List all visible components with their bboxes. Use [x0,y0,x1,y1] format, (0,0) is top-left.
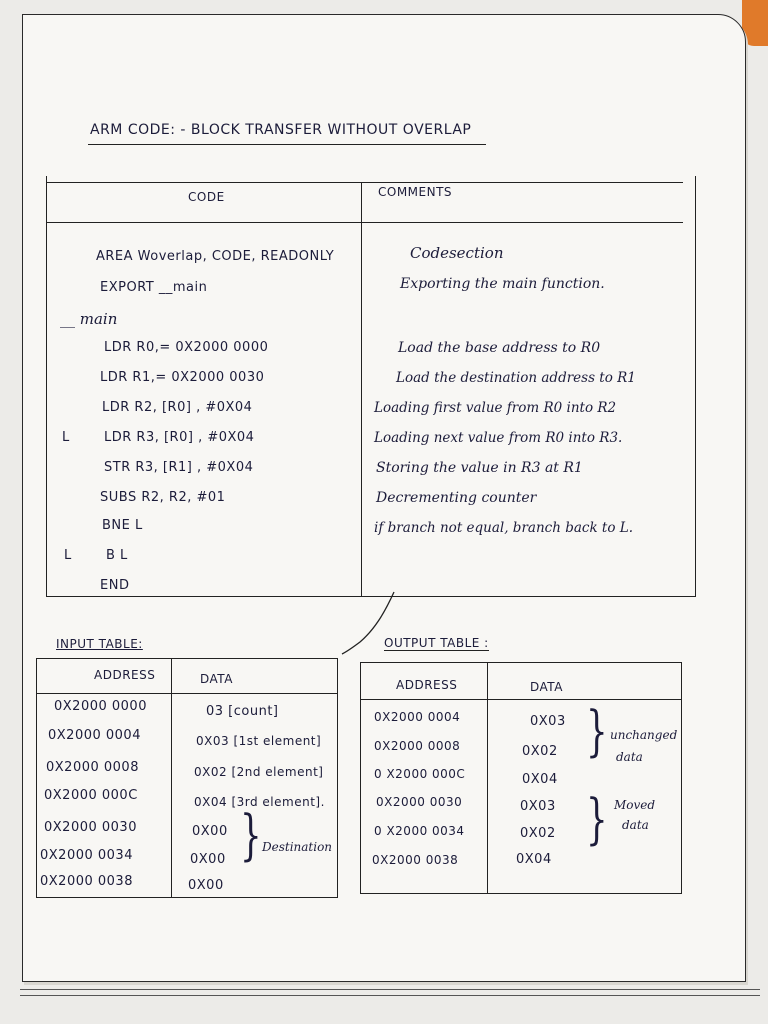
output-data-cell: 0X04 [522,772,558,787]
comment-line: Load the destination address to R1 [396,370,636,386]
code-label: L [64,548,72,563]
table-column-divider [361,182,362,596]
input-address-header: ADDRESS [94,668,156,682]
input-address-cell: 0X2000 0000 [54,699,147,714]
code-line: STR R3, [R1] , #0X04 [104,460,254,475]
code-label: __ main [60,310,118,328]
comment-line: Load the base address to R0 [398,340,601,356]
output-table-title: OUTPUT TABLE : [384,636,489,650]
code-line: EXPORT __main [100,280,208,295]
comment-line: Loading first value from R0 into R2 [374,400,617,416]
unchanged-brace: } [586,700,608,764]
moved-brace: } [586,788,608,852]
moved-note-2: data [622,818,649,832]
code-column-header: CODE [188,190,225,204]
code-line: LDR R3, [R0] , #0X04 [104,430,255,445]
output-address-cell: 0X2000 0008 [374,739,461,753]
table-header-border [47,222,683,223]
code-line: BNE L [102,518,143,533]
unchanged-note-2: data [616,750,643,764]
comments-column-header: COMMENTS [378,185,453,199]
input-column-divider [171,659,172,897]
output-header-border [361,699,681,700]
code-line: LDR R1,= 0X2000 0030 [100,370,265,385]
input-address-cell: 0X2000 000C [44,788,138,803]
destination-note: Destination [262,840,333,854]
input-data-cell: 03 [count] [206,704,279,719]
output-address-header: ADDRESS [396,678,458,692]
output-address-cell: 0X2000 0004 [374,710,461,724]
title-underline [88,144,486,145]
input-address-cell: 0X2000 0004 [48,728,141,743]
page-bottom-edge [20,984,760,1004]
input-address-cell: 0X2000 0038 [40,874,133,889]
input-data-cell: 0X04 [3rd element]. [194,795,325,809]
input-data-cell: 0X00 [188,878,224,893]
code-line: SUBS R2, R2, #01 [100,490,226,505]
table-top-border [47,182,683,183]
page-edge [747,80,758,980]
comment-line: Decrementing counter [376,490,537,506]
output-data-cell: 0X03 [520,799,556,814]
code-label: L [62,430,70,445]
input-data-cell: 0X00 [190,852,226,867]
code-line: LDR R0,= 0X2000 0000 [104,340,269,355]
page-title: ARM CODE: - BLOCK TRANSFER WITHOUT OVERLAP [90,122,472,138]
input-address-cell: 0X2000 0034 [40,848,133,863]
output-data-cell: 0X02 [522,744,558,759]
input-table-title: INPUT TABLE: [56,637,143,651]
input-header-border [37,693,337,694]
input-data-header: DATA [200,672,233,686]
code-line: AREA Woverlap, CODE, READONLY [96,249,335,264]
output-data-cell: 0X03 [530,714,566,729]
output-data-cell: 0X04 [516,852,552,867]
comment-line: Storing the value in R3 at R1 [376,460,583,476]
unchanged-note-1: unchanged [610,728,678,742]
comment-line: Loading next value from R0 into R3. [374,430,623,446]
output-address-cell: 0X2000 0038 [372,853,459,867]
output-data-cell: 0X02 [520,826,556,841]
input-address-cell: 0X2000 0008 [46,760,139,775]
comment-line: Exporting the main function. [400,276,605,292]
output-address-cell: 0 X2000 0034 [374,824,465,838]
input-address-cell: 0X2000 0030 [44,820,137,835]
output-data-header: DATA [530,680,563,694]
code-line: END [100,578,130,593]
output-address-cell: 0 X2000 000C [374,767,466,781]
destination-brace: } [240,804,262,868]
output-address-cell: 0X2000 0030 [376,795,463,809]
code-line: LDR R2, [R0] , #0X04 [102,400,253,415]
input-data-cell: 0X03 [1st element] [196,734,322,748]
moved-note-1: Moved [614,798,656,812]
input-data-cell: 0X02 [2nd element] [194,765,324,779]
code-line: B L [106,548,128,563]
output-column-divider [487,663,488,893]
comment-line: Codesection [410,244,504,262]
comment-line: if branch not equal, branch back to L. [374,520,634,536]
input-data-cell: 0X00 [192,824,228,839]
